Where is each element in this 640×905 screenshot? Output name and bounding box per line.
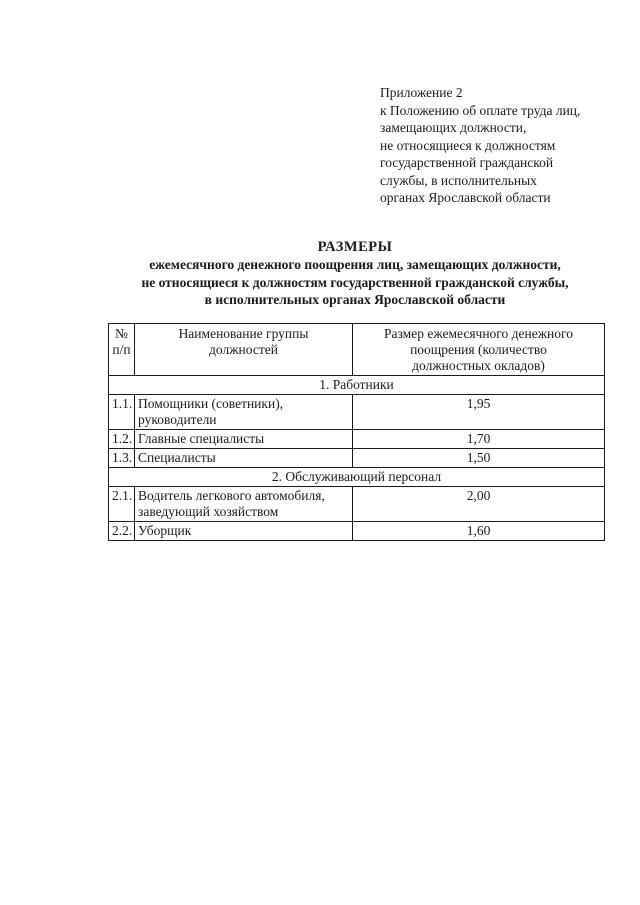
row-position-group: Водитель легкового автомобиля, заведующий хозяйством [135, 487, 353, 522]
table-row [109, 522, 605, 541]
table-row [109, 449, 605, 468]
row-number: 2.1. [109, 487, 135, 522]
row-position-group: Специалисты [135, 449, 353, 468]
document-heading [60, 238, 640, 309]
row-bonus-size: 1,70 [353, 430, 605, 449]
row-number: 1.2. [109, 430, 135, 449]
table-row [109, 395, 605, 430]
document-subtitle-line: ежемесячного денежного поощрения лиц, замещающих должности, [149, 257, 561, 272]
row-bonus-size: 1,95 [353, 395, 605, 430]
appendix-line: службы, в исполнительных [380, 172, 537, 188]
appendix-note [380, 84, 630, 207]
table-row [109, 430, 605, 449]
table-header-row [109, 324, 605, 376]
header-position-group: Наименование группы должностей [135, 324, 353, 376]
section-title: 1. Работники [109, 376, 605, 395]
appendix-line: не относящиеся к должностям [380, 137, 556, 153]
appendix-line: государственной гражданской [380, 155, 554, 170]
row-number: 2.2. [109, 522, 135, 541]
appendix-line: замещающих должности, [380, 120, 527, 135]
appendix-line: к Положению об оплате труда лиц, [380, 102, 581, 118]
section-title: 2. Обслуживающий персонал [109, 468, 605, 487]
row-position-group: Главные специалисты [135, 430, 353, 449]
appendix-line: Приложение 2 [380, 85, 463, 100]
header-number: № п/п [109, 324, 135, 376]
row-number: 1.1. [109, 395, 135, 430]
section-row [109, 468, 605, 487]
document-subtitle-line: не относящиеся к должностям государственной гражданской службы, [141, 274, 569, 290]
bonus-sizes-table [108, 323, 605, 541]
row-bonus-size: 1,60 [353, 522, 605, 541]
appendix-line: органах Ярославской области [380, 190, 551, 205]
row-position-group: Помощники (советники), руководители [135, 395, 353, 430]
document-subtitle-line: в исполнительных органах Ярославской области [204, 292, 506, 307]
row-bonus-size: 2,00 [353, 487, 605, 522]
header-bonus-size: Размер ежемесячного денежного поощрения (количество должностных окладов) [353, 324, 605, 376]
row-bonus-size: 1,50 [353, 449, 605, 468]
row-position-group: Уборщик [135, 522, 353, 541]
document-title: РАЗМЕРЫ [317, 239, 393, 255]
section-row [109, 376, 605, 395]
row-number: 1.3. [109, 449, 135, 468]
table-row [109, 487, 605, 522]
